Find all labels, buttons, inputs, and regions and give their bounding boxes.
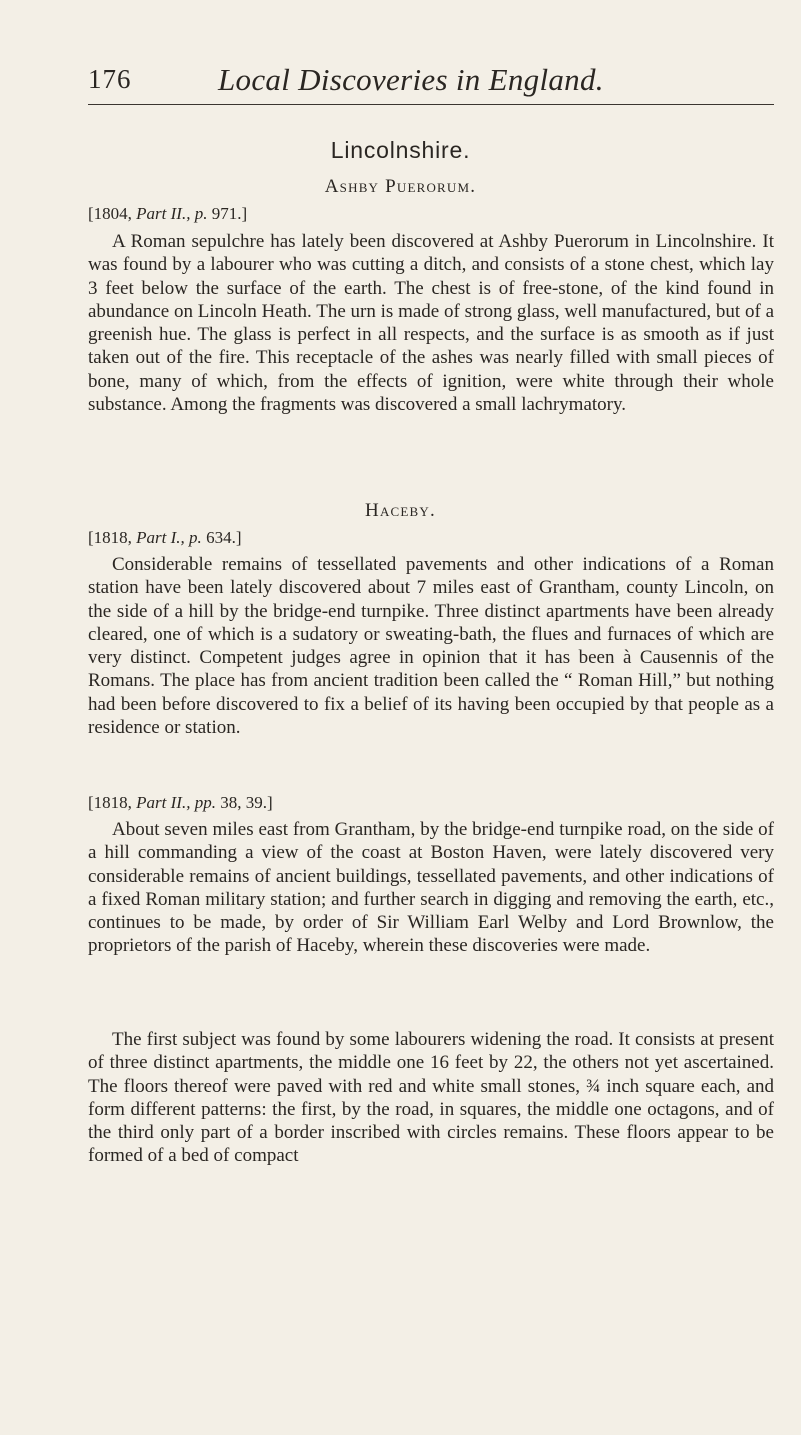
citation-page: 634.] xyxy=(206,528,242,547)
citation-ref: Part II., p. xyxy=(136,204,208,223)
paragraph-ashby-puerorum: A Roman sepulchre has lately been discovered at Ashby Puerorum in Lincolnshire. It was found by a labourer who was cutting a ditch, and consists of a stone chest, which lay 3 feet below the surface of the earth. The chest is of free-stone, of the kind found in abundance on Lincoln Heath. The urn is made of strong glass, well manufactured, but of a greenish hue. The glass is perfect in all respects, and the surface is as smooth as if just taken out of the fire. This receptacle of the ashes was nearly filled with small pieces of bone, many of which, from the effects of ignition, were white through their whole substance. Among the fragments was discovered a small lachrymatory. xyxy=(88,231,774,416)
citation-page: 971.] xyxy=(211,204,248,223)
running-title: Local Discoveries in England. xyxy=(218,62,604,97)
paragraph-haceby-2: About seven miles east from Grantham, by the bridge-end turnpike road, on the side of a hill commanding a view of the coast at Boston Haven, were lately discovered very considerable remains of ancient buildings, tessellated pavements, and other indications of a fixed Roman military station; and further search in digging and removing the earth, etc., continues to be made, by order of Sir William Earl Welby and Lord Brownlow, the proprietors of the parish of Haceby, wherein these discoveries were made. xyxy=(88,819,774,957)
entry-heading-ashby-puerorum: Ashby Puerorum. xyxy=(324,176,477,197)
citation-ashby-puerorum xyxy=(88,204,247,224)
citation-page: 38, 39.] xyxy=(220,793,273,812)
page-number: 176 xyxy=(88,64,132,94)
paragraph-haceby-1: Considerable remains of tessellated pavements and other indications of a Roman station have been lately discovered about 7 miles east of Grantham, county Lincoln, on the side of a hill by the bridge-end turnpike. Three distinct apartments have been already cleared, one of which is a sudatory or sweating-bath, the flues and furnaces of which are very distinct. Competent judges agree in opinion that it has been à Causennis of the Romans. The place has from ancient tradition been called the “ Roman Hill,” but nothing had been before discovered to fix a belief of its having been occupied by that people as a residence or station. xyxy=(88,554,774,739)
running-head xyxy=(88,60,774,105)
citation-ref: Part II., pp. xyxy=(136,793,216,812)
citation-year: [1818, xyxy=(88,528,132,547)
entry-heading-haceby: Haceby. xyxy=(365,500,436,521)
citation-haceby-1818-part-1 xyxy=(88,528,241,548)
citation-haceby-1818-part-2 xyxy=(88,793,273,813)
section-title: Lincolnshire. xyxy=(330,137,471,163)
citation-year: [1818, xyxy=(88,793,132,812)
citation-ref: Part I., p. xyxy=(136,528,202,547)
paragraph-haceby-3: The first subject was found by some labourers widening the road. It consists at present of three distinct apartments, the middle one 16 feet by 22, the others not yet ascertained. The floors thereof were paved with red and white small stones, ¾ inch square each, and form different patterns: the first, by the road, in squares, the middle one octagons, and of the third only part of a border inscribed with circles remains. These floors appear to be formed of a bed of compact xyxy=(88,1029,774,1167)
citation-year: [1804, xyxy=(88,204,132,223)
